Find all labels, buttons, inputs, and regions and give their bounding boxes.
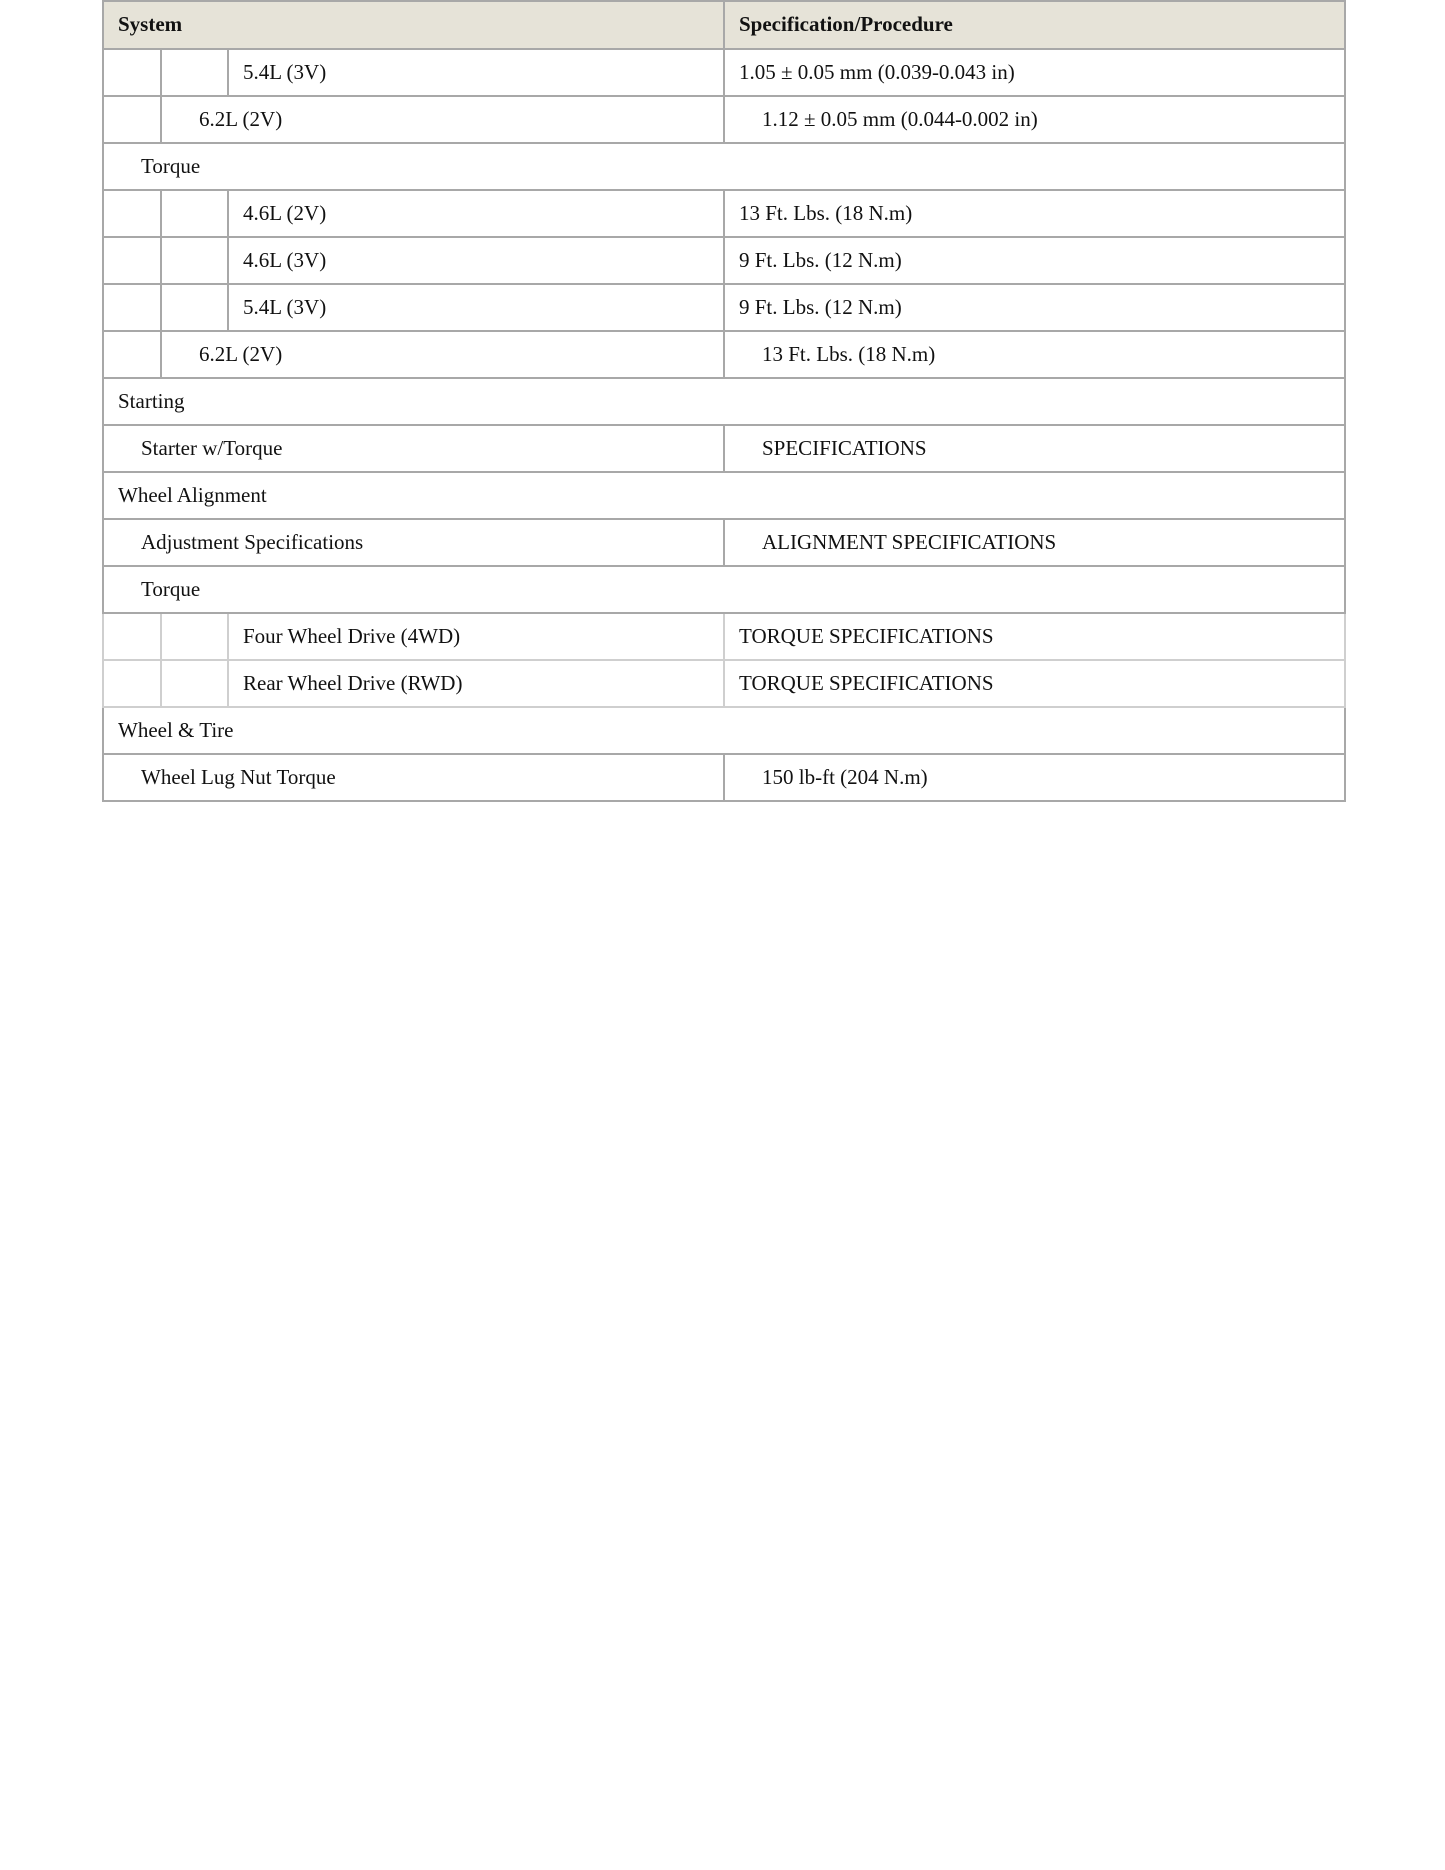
specification-cell: 1.05 ± 0.05 mm (0.039-0.043 in) bbox=[724, 49, 1345, 96]
table-row bbox=[103, 472, 1345, 519]
specification-cell: 13 Ft. Lbs. (18 N.m) bbox=[724, 190, 1345, 237]
system-cell: Wheel Lug Nut Torque bbox=[103, 754, 724, 801]
indent-cell bbox=[103, 190, 161, 237]
system-cell: 6.2L (2V) bbox=[161, 331, 724, 378]
table-row bbox=[103, 425, 1345, 472]
specification-cell: ALIGNMENT SPECIFICATIONS bbox=[724, 519, 1345, 566]
table-row bbox=[103, 190, 1345, 237]
system-cell: Torque bbox=[103, 143, 1345, 190]
table-row bbox=[103, 754, 1345, 801]
specification-cell: 1.12 ± 0.05 mm (0.044-0.002 in) bbox=[724, 96, 1345, 143]
system-cell: Wheel Alignment bbox=[103, 472, 1345, 519]
specification-cell: TORQUE SPECIFICATIONS bbox=[724, 660, 1345, 707]
system-cell: Starting bbox=[103, 378, 1345, 425]
indent-cell bbox=[103, 284, 161, 331]
header-system: System bbox=[103, 1, 724, 49]
table-row bbox=[103, 613, 1345, 660]
specification-cell: SPECIFICATIONS bbox=[724, 425, 1345, 472]
table-header bbox=[103, 1, 1345, 49]
table-row bbox=[103, 378, 1345, 425]
indent-cell bbox=[161, 190, 228, 237]
system-cell: 6.2L (2V) bbox=[161, 96, 724, 143]
specification-cell: 9 Ft. Lbs. (12 N.m) bbox=[724, 284, 1345, 331]
system-cell: Four Wheel Drive (4WD) bbox=[228, 613, 724, 660]
indent-cell bbox=[161, 613, 228, 660]
indent-cell bbox=[161, 284, 228, 331]
indent-cell bbox=[161, 660, 228, 707]
indent-cell bbox=[103, 237, 161, 284]
system-cell: Adjustment Specifications bbox=[103, 519, 724, 566]
indent-cell bbox=[103, 331, 161, 378]
system-cell: Wheel & Tire bbox=[103, 707, 1345, 754]
table-row bbox=[103, 519, 1345, 566]
indent-cell bbox=[103, 613, 161, 660]
specification-cell: TORQUE SPECIFICATIONS bbox=[724, 613, 1345, 660]
system-cell: Starter w/Torque bbox=[103, 425, 724, 472]
header-row bbox=[103, 1, 1345, 49]
indent-cell bbox=[103, 96, 161, 143]
table-body bbox=[103, 49, 1345, 801]
table-row bbox=[103, 96, 1345, 143]
system-cell: 4.6L (3V) bbox=[228, 237, 724, 284]
table-row bbox=[103, 331, 1345, 378]
header-specification: Specification/Procedure bbox=[724, 1, 1345, 49]
system-cell: 4.6L (2V) bbox=[228, 190, 724, 237]
indent-cell bbox=[103, 49, 161, 96]
table-row bbox=[103, 49, 1345, 96]
table-row bbox=[103, 143, 1345, 190]
system-cell: Rear Wheel Drive (RWD) bbox=[228, 660, 724, 707]
system-cell: 5.4L (3V) bbox=[228, 284, 724, 331]
indent-cell bbox=[161, 237, 228, 284]
specifications-table bbox=[102, 0, 1346, 802]
indent-cell bbox=[161, 49, 228, 96]
system-cell: Torque bbox=[103, 566, 1345, 613]
specification-cell: 13 Ft. Lbs. (18 N.m) bbox=[724, 331, 1345, 378]
specification-cell: 150 lb-ft (204 N.m) bbox=[724, 754, 1345, 801]
table-row bbox=[103, 660, 1345, 707]
table-row bbox=[103, 707, 1345, 754]
system-cell: 5.4L (3V) bbox=[228, 49, 724, 96]
table-row bbox=[103, 284, 1345, 331]
specification-cell: 9 Ft. Lbs. (12 N.m) bbox=[724, 237, 1345, 284]
table-row bbox=[103, 237, 1345, 284]
table-row bbox=[103, 566, 1345, 613]
indent-cell bbox=[103, 660, 161, 707]
